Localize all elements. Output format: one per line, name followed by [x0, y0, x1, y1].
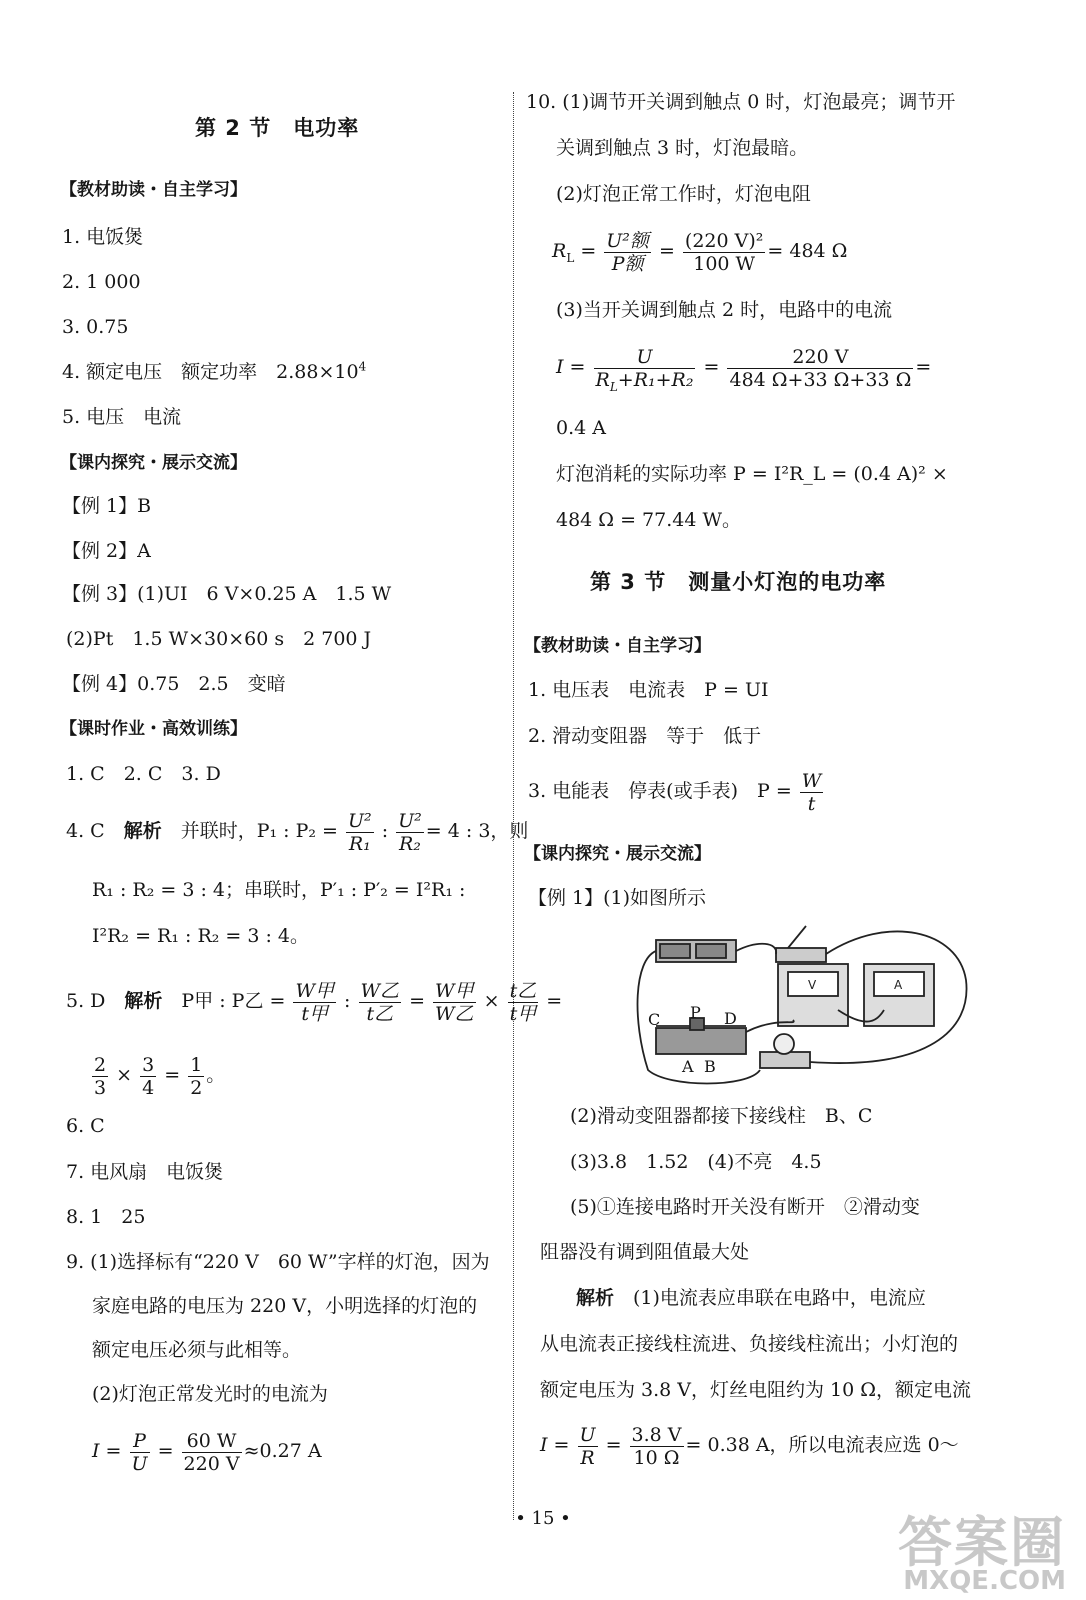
hw-5-text: P甲 : P乙 =	[162, 990, 286, 1012]
label-c: C	[648, 1010, 661, 1029]
fraction-u2-r1: $\frac{\text{U²}}{\text{R₁}}$	[348, 809, 372, 855]
analysis-line1	[576, 1284, 926, 1312]
heading-self-study-2: 【教材助读・自主学习】	[524, 636, 711, 656]
fraction-60w-220v: $\frac{60 W}{220 V}$	[183, 1429, 240, 1475]
rheostat-icon	[656, 1028, 746, 1054]
fraction-p-u: $\frac{P}{U}$	[131, 1429, 148, 1475]
hw-5-answer: 5. D	[66, 990, 125, 1012]
hw-4: 4. C 解析 并联时，P₁ : P₂ = $\frac{\text{U²}}{\text{R₁}}$ : $\frac{\text{U²}}{\text{R₂}}$ = 4 : 3，则	[66, 809, 529, 855]
section-title-3: 第 3 节 测量小灯泡的电功率	[590, 570, 887, 594]
hw-10-line5: (3)当开关调到触点 2 时，电路中的电流	[556, 299, 893, 321]
fraction-38v-10ohm: $\frac{3.8 V}{10 \Omega}$	[631, 1423, 682, 1469]
answer-4-text: 4. 额定电压 额定功率 2.88×10	[62, 361, 359, 383]
answer-3: 3. 0.75	[62, 316, 129, 338]
hw-4-answer: 4. C	[66, 820, 124, 842]
hw-9-result: ≈0.27 A	[243, 1440, 322, 1462]
watermark-url: MXQE.COM	[903, 1566, 1066, 1596]
answer-2: 2. 1 000	[62, 271, 141, 293]
fraction-t2-t1: $\frac{\text{t乙}}{\text{t甲}}$	[509, 979, 537, 1025]
analysis-line4: I = $\frac{U}{R}$ = $\frac{3.8 V}{10 \Omega}$ = 0.38 A，所以电流表应选 0～	[540, 1423, 959, 1469]
fraction-u2-r2: $\frac{\text{U²}}{\text{R₂}}$	[398, 809, 422, 855]
fraction-w1-w2: $\frac{\text{W甲}}{\text{W乙}}$	[435, 979, 474, 1025]
fraction-w2-t2: $\frac{\text{W乙}}{\text{t乙}}$	[360, 979, 400, 1025]
answer-r3	[528, 768, 825, 815]
example-r1-part5-line1: (5)①连接电路时开关没有断开 ②滑动变	[570, 1196, 920, 1218]
heading-self-study: 【教材助读・自主学习】	[60, 180, 247, 200]
hw-10-power-line2: 484 Ω = 77.44 W。	[556, 509, 742, 531]
example-3-part2: (2)Pt 1.5 W×30×60 s 2 700 J	[66, 628, 372, 650]
label-p: P	[690, 1003, 701, 1022]
analysis-line2: 从电流表正接线柱流进、负接线柱流出；小灯泡的	[540, 1333, 959, 1355]
example-3: 【例 3】(1)UI 6 V×0.25 A 1.5 W	[62, 583, 392, 605]
hw-10-resistance-result: = 484 Ω	[767, 240, 848, 262]
heading-explore: 【课内探究・展示交流】	[60, 453, 247, 473]
hw-9-line4: (2)灯泡正常发光时的电流为	[92, 1383, 328, 1405]
hw-7: 7. 电风扇 电饭煲	[66, 1161, 224, 1183]
hw-5: 5. D 解析 P甲 : P乙 = $\frac{\text{W甲}}{\text{t甲}}$ : $\frac{\text{W乙}}{\text{t乙}}$ = $\frac{\text{W甲}}{\text{W乙}}$ × $\frac{\text{t乙}}{\text{t甲}}$ =	[66, 979, 563, 1025]
hw-10-line3: (2)灯泡正常工作时，灯泡电阻	[556, 183, 811, 205]
svg-text:V: V	[808, 978, 817, 992]
fraction-w1-t1: $\frac{\text{W甲}}{\text{t甲}}$	[295, 979, 335, 1025]
hw-6: 6. C	[66, 1115, 105, 1137]
heading-explore-2: 【课内探究・展示交流】	[524, 844, 711, 864]
hw-9-formula: I = $\frac{P}{U}$ = $\frac{60 W}{220 V}$ ≈0.27 A	[92, 1429, 322, 1475]
fraction-u-r: $\frac{U}{R}$	[579, 1423, 596, 1469]
example-4: 【例 4】0.75 2.5 变暗	[62, 673, 286, 695]
circuit-diagram	[628, 920, 988, 1090]
hw-10-equals: =	[915, 356, 932, 378]
analysis-line3: 额定电压为 3.8 V，灯丝电阻约为 10 Ω，额定电流	[540, 1379, 972, 1401]
analysis-result: = 0.38 A，所以电流表应选 0～	[685, 1434, 959, 1456]
analysis-text-1: (1)电流表应串联在电路中，电流应	[614, 1287, 926, 1309]
example-r1-part3-4: (3)3.8 1.52 (4)不亮 4.5	[570, 1151, 822, 1173]
page-number: • 15 •	[515, 1508, 571, 1529]
hw-10-power-line1: 灯泡消耗的实际功率 P = I²R_L = (0.4 A)² ×	[556, 463, 948, 485]
column-divider	[513, 92, 514, 1520]
example-1: 【例 1】B	[62, 495, 152, 517]
watermark	[876, 1500, 1066, 1600]
fraction-u-sum: $\frac{U}{R_L+R_1+R_2}$	[595, 345, 694, 394]
hw-8: 8. 1 25	[66, 1206, 146, 1228]
label-d: D	[724, 1009, 737, 1028]
label-b: B	[704, 1057, 716, 1076]
hw-9-line3: 额定电压必须与此相等。	[92, 1339, 302, 1361]
hw-4-tail: = 4 : 3，则	[425, 820, 529, 842]
hw-4-text: 并联时，P₁ : P₂ =	[161, 820, 338, 842]
example-r1-part2: (2)滑动变阻器都接下接线柱 B、C	[570, 1105, 873, 1127]
hw-4-line2: R₁ : R₂ = 3 : 4；串联时，P′₁ : P′₂ = I²R₁ :	[92, 879, 466, 901]
answer-4	[62, 358, 366, 386]
analysis-label: 解析	[576, 1287, 615, 1309]
hw-5-end: 。	[206, 1064, 226, 1086]
watermark-brand: 答案圈	[898, 1511, 1066, 1574]
svg-text:A: A	[894, 978, 903, 992]
answer-r1: 1. 电压表 电流表 P = UI	[528, 679, 769, 701]
example-2: 【例 2】A	[62, 540, 151, 562]
hw-4-line3: I²R₂ = R₁ : R₂ = 3 : 4。	[92, 925, 310, 947]
example-r1-part5-line2: 阻器没有调到阻值最大处	[540, 1241, 750, 1263]
hw-10-line1: 10. (1)调节开关调到触点 0 时，灯泡最亮；调节开	[526, 91, 956, 113]
fraction-w-t: $\frac{W}{t}$	[801, 769, 822, 815]
hw-10-current-formula: I = $\frac{U}{R_L+R_1+R_2}$ = $\frac{220 V}{484 \Omega+33 \Omega+33 \Omega}$ =	[556, 345, 932, 394]
fraction-1-2: $\frac{1}{2}$	[190, 1053, 203, 1099]
hw-9-line1: 9. (1)选择标有“220 V 60 W”字样的灯泡，因为	[66, 1251, 490, 1273]
answer-r3-text: 3. 电能表 停表(或手表) P =	[528, 780, 792, 802]
hw-10-resistance-formula: $R_L$ = $\frac{\text{U²额}}{\text{P额}}$ = $\frac{\text{(220 V)²}}{100 W}$ = 484 Ω	[552, 229, 848, 275]
fraction-u2-p: $\frac{\text{U²额}}{\text{P额}}$	[606, 229, 649, 275]
answer-5: 5. 电压 电流	[62, 406, 182, 428]
answer-r2: 2. 滑动变阻器 等于 低于	[528, 725, 762, 747]
hw-5-line2: $\frac{2}{3}$ × $\frac{3}{4}$ = $\frac{1}{2}$ 。	[94, 1053, 226, 1099]
section-title-2: 第 2 节 电功率	[195, 116, 360, 140]
hw-10-line2: 关调到触点 3 时，灯泡最暗。	[556, 137, 809, 159]
hw-10-current-result: 0.4 A	[556, 417, 606, 439]
fraction-220v-sum: $\frac{220 V}{484 \Omega+33 \Omega+33 \Omega}$	[729, 345, 912, 391]
fraction-3-4: $\frac{3}{4}$	[142, 1053, 155, 1099]
heading-homework: 【课时作业・高效训练】	[60, 719, 247, 739]
answer-1: 1. 电饭煲	[62, 226, 144, 248]
hw-5-analysis-label: 解析	[124, 990, 163, 1012]
switch-icon	[776, 948, 826, 962]
fraction-220v2-100w: $\frac{\text{(220 V)²}}{100 W}$	[684, 229, 764, 275]
label-a: A	[682, 1057, 694, 1076]
hw-9-line2: 家庭电路的电压为 220 V，小明选择的灯泡的	[92, 1295, 478, 1317]
bulb-icon	[774, 1034, 794, 1054]
hw-1-3: 1. C 2. C 3. D	[66, 763, 221, 785]
answer-4-exponent: 4	[358, 359, 367, 374]
hw-4-analysis-label: 解析	[123, 820, 162, 842]
fraction-2-3: $\frac{2}{3}$	[94, 1053, 107, 1099]
example-r1: 【例 1】(1)如图所示	[528, 887, 707, 909]
